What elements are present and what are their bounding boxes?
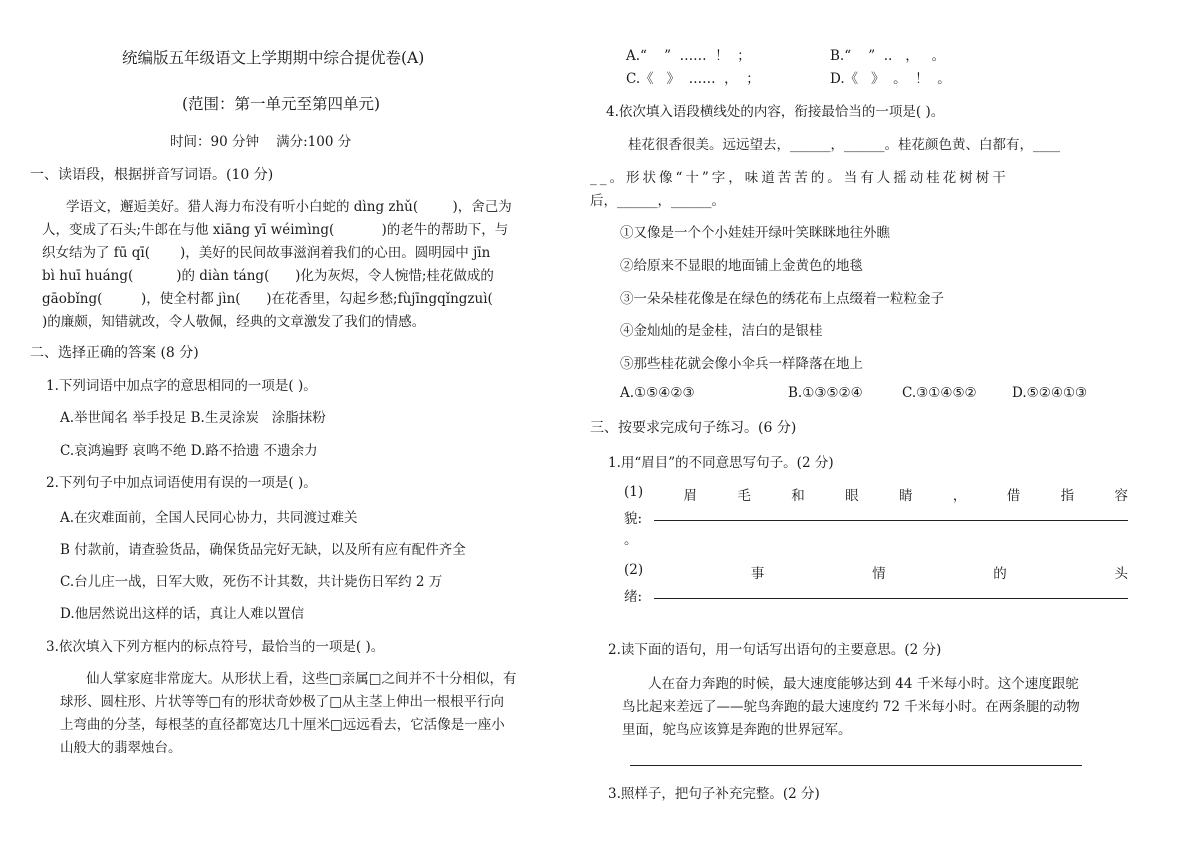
q4-choice-d: D.⑤②④①③ — [1012, 385, 1088, 401]
section1-line: bì huī huáng( )的 diàn táng( )化为灰烬，令人惋惜;桂花做成的 — [42, 268, 494, 284]
s3-q2-stem: 2.读下面的语句，用一句话写出语句的主要意思。(2 分) — [608, 642, 942, 658]
exam-info: 时间：90 分钟 满分:100 分 — [170, 134, 352, 150]
s3-q1-part1-line — [624, 484, 1128, 504]
answer-line[interactable] — [654, 598, 1128, 599]
page-subtitle: (范围：第一单元至第四单元) — [182, 95, 381, 113]
q4-passage-line: 后，______，______。 — [590, 193, 725, 209]
s3-q1-word: 睛 — [899, 488, 913, 504]
q4-passage-line: __。形状像“十”字，味道苦苦的。当有人摇动桂花树树干 — [590, 170, 1009, 186]
s3-q1-word: 头 — [1114, 566, 1128, 582]
q3-option-a: A.“ ” …… ！ ； — [626, 48, 751, 64]
s3-q1-part2-line — [624, 562, 1128, 582]
s3-q1-word: (1) — [624, 484, 644, 500]
section1-line: 人，变成了石头;牛郎在与他 xiāng yī wéimìng( )的老牛的帮助下，与 — [42, 222, 509, 238]
q2-option: A.在灾难面前，全国人民同心协力，共同渡过难关 — [60, 510, 358, 526]
s3-q2-passage-line: 里面，鸵鸟应该算是奔跑的世界冠军。 — [622, 722, 852, 738]
q1-options-ab: A.举世闻名 举手投足 B.生灵涂炭 涂脂抹粉 — [60, 410, 326, 426]
q4-item: ③一朵朵桂花像是在绿色的绣花布上点缀着一粒粒金子 — [620, 291, 944, 307]
s3-q1-part2-tail: 绪: — [624, 589, 643, 605]
q4-choice-c: C.③①④⑤② — [902, 385, 977, 401]
section1-line: )的廉颇，知错就改，令人敬佩，经典的文章激发了我们的情感。 — [42, 314, 426, 330]
q4-item: ④金灿灿的是金桂，洁白的是银桂 — [620, 323, 823, 339]
q3-passage-line: 仙人掌家庭非常庞大。从形状上看，这些□亲属□之间并不十分相似，有 — [86, 671, 517, 687]
q4-choice-b: B.①③⑤②④ — [788, 385, 863, 401]
q3-passage-line: 上弯曲的分茎，每根茎的直径都宽达几十厘米□远远看去，它活像是一座小 — [60, 717, 505, 733]
q2-option: D.他居然说出这样的话，真让人难以置信 — [60, 606, 305, 622]
s3-q2-passage-line: 人在奋力奔跑的时候，最大速度能够达到 44 千米每小时。这个速度跟鸵 — [648, 676, 1079, 692]
q3-option-c: C.《 》 …… ， ； — [626, 71, 760, 87]
q3-stem: 3.依次填入下列方框内的标点符号，最恰当的一项是( )。 — [46, 639, 385, 655]
q4-passage-line: 桂花很香很美。远远望去，______，______。桂花颜色黄、白都有，____ — [628, 137, 1060, 153]
q1-options-cd: C.哀鸿遍野 哀鸣不绝 D.路不拾遗 不遗余力 — [60, 443, 318, 459]
s3-q1-word: 借 — [1006, 488, 1021, 504]
q4-choice-a: A.①⑤④②③ — [620, 385, 695, 401]
s3-q1-part1-tail: 貌: — [624, 511, 643, 527]
s3-q1-word: 和 — [791, 488, 805, 504]
q2-option: C.台儿庄一战，日军大败，死伤不计其数，共计毙伤日军约 2 万 — [60, 574, 443, 590]
s3-q1-word: (2) — [624, 562, 644, 578]
s3-q3-stem: 3.照样子，把句子补充完整。(2 分) — [608, 786, 820, 802]
q4-item: ①又像是一个个小娃娃开绿叶笑眯眯地往外瞧 — [620, 225, 890, 241]
s3-q1-word: 眉 — [683, 488, 697, 504]
q2-option: B 付款前，请查验货品，确保货品完好无缺，以及所有应有配件齐全 — [60, 542, 466, 558]
s3-q1-word: 情 — [872, 566, 886, 582]
s3-q1-word: 毛 — [737, 488, 751, 504]
q4-item: ②给原来不显眼的地面铺上金黄色的地毯 — [620, 258, 863, 274]
q4-item: ⑤那些桂花就会像小伞兵一样降落在地上 — [620, 356, 863, 372]
section2-heading: 二、选择正确的答案 (8 分) — [30, 345, 199, 361]
section3-heading: 三、按要求完成句子练习。(6 分) — [590, 420, 797, 436]
s3-q1-word: 容 — [1114, 488, 1128, 504]
s3-q2-passage-line: 鸟比起来差远了——鸵鸟奔跑的最大速度约 72 千米每小时。在两条腿的动物 — [622, 699, 1080, 715]
s3-q1-part1-end: 。 — [624, 532, 638, 548]
section1-line: gāobǐng( )，使全村都 jìn( )在花香里，勾起乡愁;fùjīngqǐngzuì( — [42, 291, 493, 307]
answer-line[interactable] — [630, 765, 1082, 766]
s3-q1-word: 事 — [750, 566, 765, 582]
q1-stem: 1.下列词语中加点字的意思相同的一项是( )。 — [46, 378, 317, 394]
q3-passage-line: 山般大的翡翠烛台。 — [60, 740, 182, 756]
s3-q1-word: 的 — [993, 566, 1007, 582]
q2-stem: 2.下列句子中加点词语使用有误的一项是( )。 — [46, 475, 317, 491]
q3-option-b: B.“ ” .. ， 。 — [830, 48, 946, 64]
s3-q1-word: 眼 — [845, 488, 859, 504]
q4-stem: 4.依次填入语段横线处的内容，衔接最恰当的一项是( )。 — [606, 104, 945, 120]
section1-line: 织女结为了 fū qī( )，美好的民间故事滋润着我们的心田。圆明园中 jīn — [42, 245, 491, 261]
s3-q1-word: ， — [952, 488, 967, 504]
q3-passage-line: 球形、圆柱形、片状等等□有的形状奇妙极了□从主茎上伸出一根根平行向 — [60, 694, 505, 710]
s3-q1-stem: 1.用“眉目”的不同意思写句子。(2 分) — [608, 455, 834, 471]
q3-option-d: D.《 》 。 ！ 。 — [830, 71, 951, 87]
s3-q1-word: 指 — [1060, 488, 1075, 504]
section1-line: 学语文，邂逅美好。猎人海力布没有听小白蛇的 dìng zhǔ( )，舍己为 — [66, 199, 512, 215]
page-title: 统编版五年级语文上学期期中综合提优卷(A) — [122, 49, 425, 67]
section1-heading: 一、读语段，根据拼音写词语。(10 分) — [30, 167, 274, 183]
answer-line[interactable] — [654, 520, 1128, 521]
